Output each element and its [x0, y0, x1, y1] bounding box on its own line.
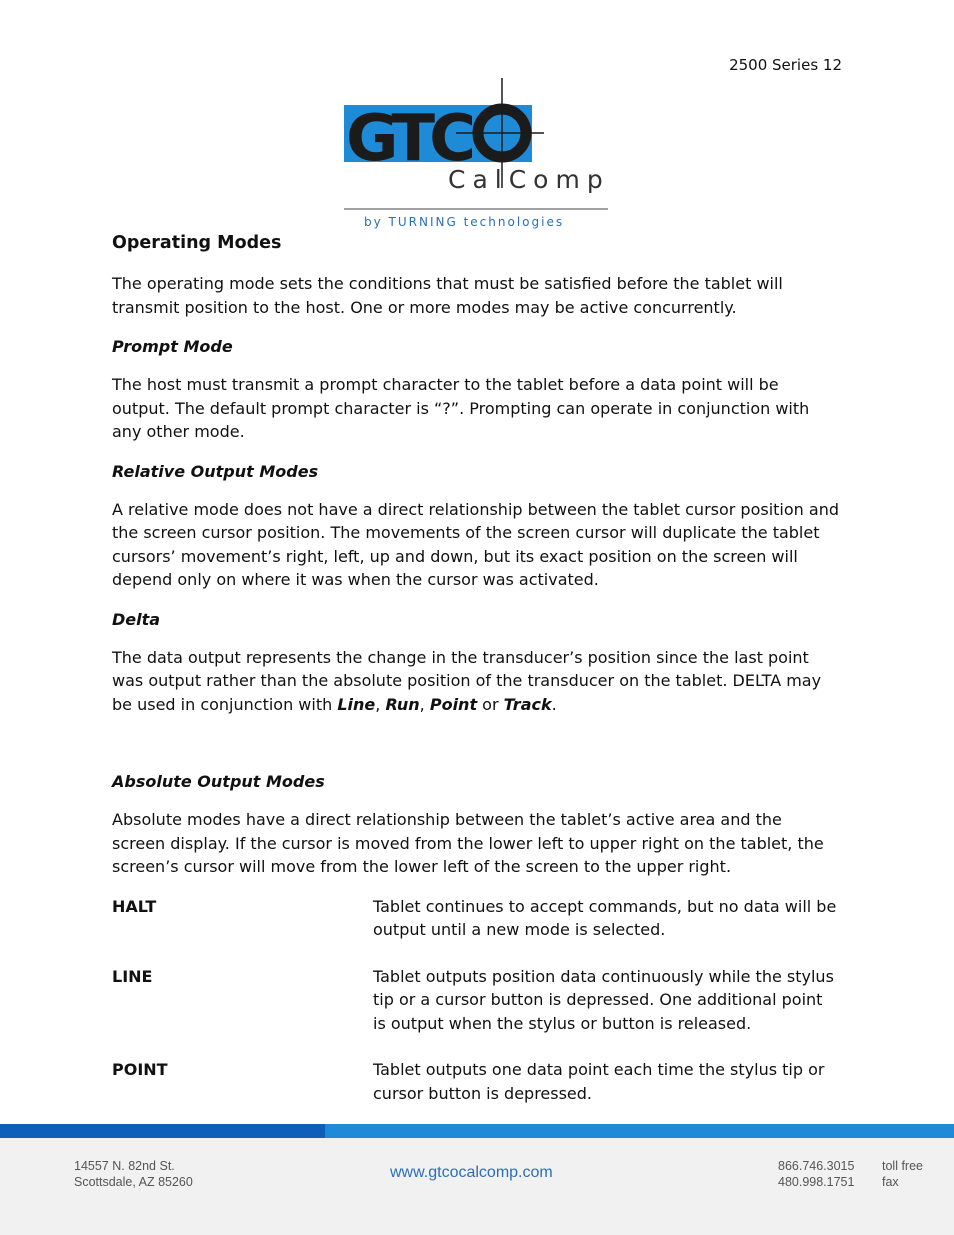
- mode-description: Tablet outputs position data continuously while the stylus tip or a cursor button is depressed. One additional point is output when the stylus or button is released.: [373, 966, 834, 1033]
- delta-paragraph: [112, 646, 840, 717]
- absolute-modes-paragraph: Absolute modes have a direct relationship between the tablet’s active area and the screen display. If the cursor is moved from the lower left to upper right on the tablet, the screen’s cursor will move from the lower left of the screen to the upper right.: [112, 810, 824, 876]
- footer-website-link[interactable]: www.gtcocalcomp.com: [390, 1164, 553, 1181]
- mode-description: Tablet outputs one data point each time the stylus tip or cursor button is depressed.: [373, 1060, 825, 1103]
- mode-name: LINE: [112, 966, 153, 986]
- mode-name: POINT: [112, 1060, 168, 1079]
- prompt-mode-heading: Prompt Mode: [112, 337, 233, 356]
- phone-row-fax: [778, 1174, 923, 1190]
- delta-sep-1: ,: [375, 694, 386, 714]
- phone-label: toll free: [882, 1159, 923, 1173]
- footer-address: [74, 1158, 193, 1190]
- delta-line: Line: [337, 694, 376, 714]
- delta-sep-2: ,: [419, 694, 430, 714]
- prompt-mode-paragraph: The host must transmit a prompt character to the tablet before a data point will be output. The default prompt character is “?”. Prompting can operate in conjunction with any other mode.: [112, 375, 810, 441]
- fax-label: fax: [882, 1175, 899, 1189]
- delta-track: Track: [503, 694, 552, 714]
- footer-phones: [778, 1158, 923, 1190]
- footer-bar-dark: [0, 1124, 325, 1138]
- logo-calcomp: CalComp: [448, 165, 610, 194]
- delta-heading: Delta: [112, 609, 161, 629]
- delta-point: Point: [429, 694, 478, 714]
- delta-text: The data output represents the change in the transducer’s position since the last point was output rather than the absolute position of the transducer on the tablet. DELTA may be used in conjunction with: [112, 647, 822, 714]
- delta-end: .: [551, 694, 557, 714]
- mode-description: Tablet continues to accept commands, but no data will be output until a new mode is selected.: [373, 896, 837, 939]
- address-line-2: Scottsdale, AZ 85260: [74, 1175, 193, 1189]
- absolute-modes-heading: Absolute Output Modes: [112, 772, 325, 791]
- mode-row-point: [112, 1058, 840, 1105]
- relative-modes-paragraph: A relative mode does not have a direct relationship between the tablet cursor position and the screen cursor position. The movements of the screen cursor will duplicate the tablet cursors’ movement’s right, left, up and down, but its exact position on the screen will depend only on where it was when the cursor was activated.: [112, 499, 839, 589]
- section-title: Operating Modes: [112, 233, 282, 253]
- page-number-label: 2500 Series 12: [729, 56, 842, 74]
- logo-letters: GTC: [346, 102, 471, 176]
- mode-row-halt: [112, 895, 840, 942]
- intro-paragraph: The operating mode sets the conditions that must be satisfied before the tablet will transmit position to the host. One or more modes may be active concurrently.: [112, 274, 783, 317]
- mode-row-line: [112, 965, 840, 1036]
- main-content: [112, 228, 840, 1128]
- page-footer: [0, 1124, 954, 1235]
- phone-row-toll-free: [778, 1158, 923, 1174]
- delta-run: Run: [385, 694, 420, 714]
- gtco-calcomp-logo: [344, 78, 610, 232]
- delta-or: or: [477, 694, 504, 714]
- address-line-1: 14557 N. 82nd St.: [74, 1159, 175, 1173]
- mode-name: HALT: [112, 896, 157, 916]
- footer-bar-light: [325, 1124, 954, 1138]
- relative-modes-heading: Relative Output Modes: [112, 461, 319, 481]
- fax-number: 480.998.1751: [778, 1175, 855, 1189]
- phone-number: 866.746.3015: [778, 1159, 855, 1173]
- logo-tagline: by TURNING technologies: [364, 215, 565, 229]
